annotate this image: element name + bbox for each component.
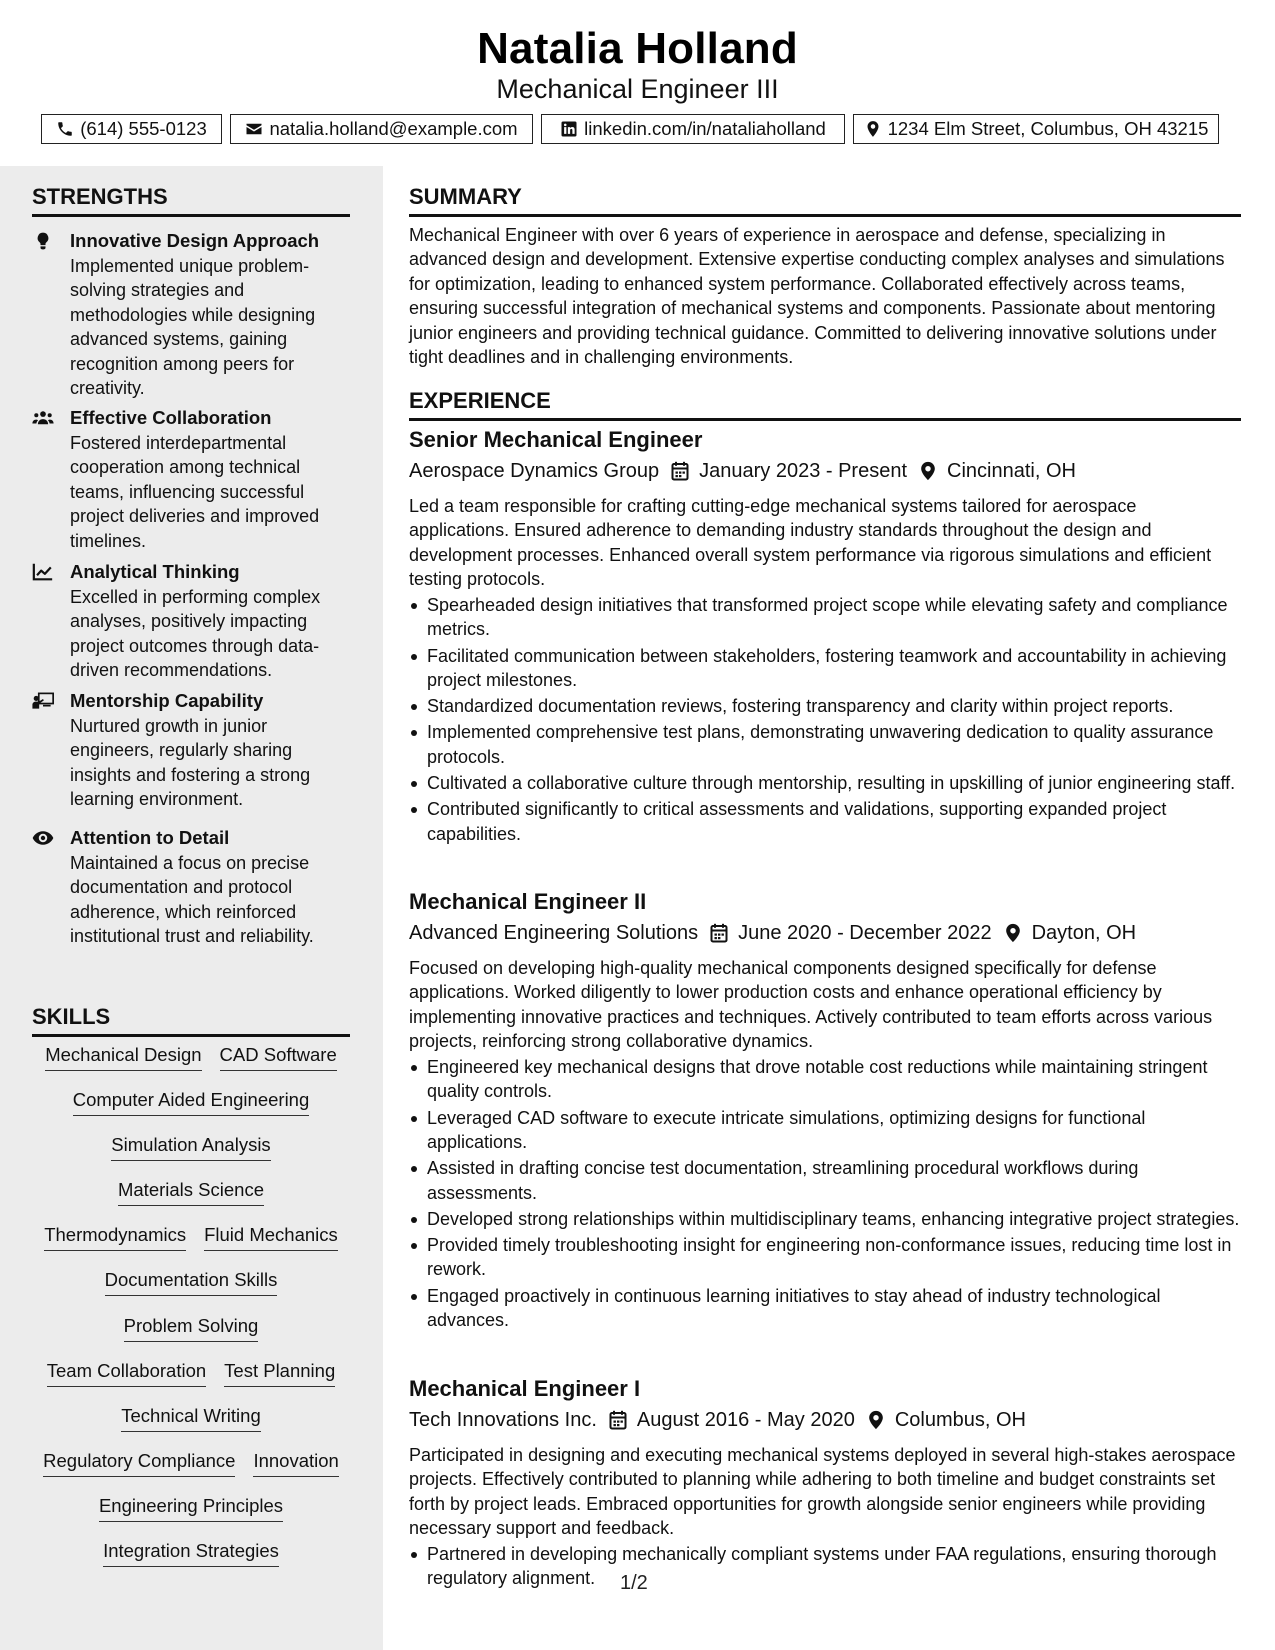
teacher-icon — [32, 691, 56, 711]
job-description: Participated in designing and executing mechanical systems deployed in several high-stakes aerospace projects. Effectively contributed to planning while adhering to both timeline and budget constraints set forth by project leads. Embraced opportunities for growth alongside senior engineers while providing necessary support and feedback. — [409, 1445, 1236, 1539]
job-description: Focused on developing high-quality mechanical components designed specifically for defense applications. Worked diligently to lower production costs and enhance operational efficiency by implementing innovative practices and techniques. Actively contributed to team efforts across various projects, reinforcing strong collaborative dynamics. — [409, 958, 1213, 1052]
bullet-item: Standardized documentation reviews, fostering transparency and clarity within project reports. — [409, 694, 1241, 718]
linkedin-text: linkedin.com/in/nataliaholland — [584, 118, 826, 139]
skill-tag: Computer Aided Engineering — [73, 1087, 310, 1116]
skill-tag: Regulatory Compliance — [43, 1448, 235, 1477]
map-pin-icon — [919, 461, 937, 481]
job-meta — [409, 1407, 1026, 1433]
email-text: natalia.holland@example.com — [269, 118, 518, 139]
linkedin-icon — [560, 120, 578, 138]
address-text: 1234 Elm Street, Columbus, OH 43215 — [887, 118, 1209, 139]
bullet-item: Facilitated communication between stakeholders, fostering teamwork and accountability in achieving project milestones. — [409, 644, 1241, 693]
job-dates: June 2020 - December 2022 — [738, 922, 992, 944]
skill-tag: Documentation Skills — [105, 1267, 278, 1296]
candidate-title: Mechanical Engineer III — [496, 74, 779, 104]
job-bullets — [409, 1055, 1241, 1334]
strengths-heading: STRENGTHS — [32, 184, 168, 209]
job-company: Advanced Engineering Solutions — [409, 922, 699, 944]
strength-text: Excelled in performing complex analyses, positively impacting project outcomes through data-driven recommendations. — [70, 587, 321, 681]
strength-text: Implemented unique problem-solving strategies and methodologies while designing advanced systems, gaining recognition among peers for creativity. — [70, 256, 316, 399]
skill-row — [32, 1132, 350, 1161]
experience-divider — [409, 418, 1241, 421]
strength-item — [32, 229, 352, 399]
job-dates: August 2016 - May 2020 — [636, 1409, 855, 1431]
bullet-item: Cultivated a collaborative culture through mentorship, resulting in upskilling of junior engineering staff. — [409, 771, 1241, 795]
skill-row — [32, 1538, 350, 1567]
skill-row — [32, 1403, 350, 1432]
skill-tag: Innovation — [253, 1448, 338, 1477]
skill-tag: Thermodynamics — [44, 1222, 186, 1251]
skill-row — [32, 1493, 350, 1522]
job-meta — [409, 920, 1136, 946]
map-pin-icon — [867, 1410, 885, 1430]
strength-title: Attention to Detail — [70, 827, 230, 848]
job-bullets — [409, 593, 1241, 848]
skill-tag: Technical Writing — [121, 1403, 261, 1432]
skill-row — [32, 1267, 350, 1296]
contact-phone[interactable] — [41, 114, 222, 144]
bullet-item: Partnered in developing mechanically compliant systems under FAA regulations, ensuring thorough regulatory alignment. — [409, 1542, 1241, 1591]
bullet-item: Assisted in drafting concise test documentation, streamlining procedural workflows during assessments. — [409, 1156, 1241, 1205]
skill-row — [32, 1177, 350, 1206]
summary-divider — [409, 214, 1241, 217]
skills-heading: SKILLS — [32, 1004, 111, 1029]
job-location: Cincinnati, OH — [947, 460, 1076, 482]
summary-text: Mechanical Engineer with over 6 years of experience in aerospace and defense, specializing in advanced design and development. Extensive expertise conducting complex analyses and simulations for optimization, leading to enhanced system performance. Collaborated effectively across teams, ensuring successful integration of mechanical systems and components. Passionate about mentoring junior engineers and providing technical guidance. Committed to delivering innovative solutions under tight deadlines and in challenging environments. — [409, 225, 1225, 368]
strength-title: Innovative Design Approach — [70, 230, 320, 251]
skill-tag: Materials Science — [118, 1177, 264, 1206]
contact-bar — [0, 114, 1275, 144]
job-dates: January 2023 - Present — [699, 460, 908, 482]
skill-tag: CAD Software — [220, 1042, 337, 1071]
job-location: Dayton, OH — [1031, 922, 1137, 944]
skill-row — [32, 1087, 350, 1116]
contact-linkedin[interactable] — [541, 114, 845, 144]
map-pin-icon — [1004, 923, 1022, 943]
job-description: Led a team responsible for crafting cutting-edge mechanical systems tailored for aerospace applications. Ensured adherence to demanding industry standards throughout the design and development processes. Enhanced overall system performance via rigorous simulations and efficient testing protocols. — [409, 496, 1212, 590]
job-company: Aerospace Dynamics Group — [409, 460, 660, 482]
job-title: Senior Mechanical Engineer — [409, 427, 703, 452]
skill-tag: Test Planning — [224, 1358, 335, 1387]
strength-title: Analytical Thinking — [70, 561, 240, 582]
strength-text: Maintained a focus on precise documentation and protocol adherence, which reinforced institutional trust and reliability. — [70, 853, 314, 947]
contact-email[interactable] — [230, 114, 533, 144]
resume-header — [0, 0, 1275, 166]
bullet-item: Spearheaded design initiatives that transformed project scope while elevating safety and compliance metrics. — [409, 593, 1241, 642]
bullet-item: Developed strong relationships within multidisciplinary teams, enhancing integrative project strategies. — [409, 1207, 1241, 1231]
users-icon — [32, 408, 56, 428]
strengths-divider — [32, 214, 350, 217]
envelope-icon — [245, 120, 263, 138]
skill-tag: Problem Solving — [124, 1313, 259, 1342]
strength-title: Mentorship Capability — [70, 690, 264, 711]
strength-title: Effective Collaboration — [70, 407, 272, 428]
phone-text: (614) 555-0123 — [80, 118, 207, 139]
calendar-icon — [671, 461, 689, 481]
job-title: Mechanical Engineer II — [409, 889, 647, 914]
candidate-name: Natalia Holland — [477, 24, 798, 73]
strength-item — [32, 560, 352, 680]
page-number: 1/2 — [620, 1572, 648, 1594]
job-location: Columbus, OH — [894, 1409, 1026, 1431]
skill-tag: Team Collaboration — [47, 1358, 206, 1387]
lightbulb-icon — [32, 231, 56, 251]
skill-tag: Simulation Analysis — [111, 1132, 270, 1161]
skill-row — [32, 1448, 350, 1477]
strength-text: Nurtured growth in junior engineers, regularly sharing insights and fostering a strong learning environment. — [70, 716, 311, 810]
summary-heading: SUMMARY — [409, 184, 522, 209]
skill-tag: Integration Strategies — [103, 1538, 279, 1567]
bullet-item: Leveraged CAD software to execute intricate simulations, optimizing designs for functional applications. — [409, 1106, 1241, 1155]
skill-row — [32, 1042, 350, 1071]
strength-item — [32, 406, 352, 551]
map-pin-icon — [864, 120, 882, 138]
skill-tag: Mechanical Design — [45, 1042, 201, 1071]
strength-text: Fostered interdepartmental cooperation among technical teams, influencing successful project deliveries and improved timelines. — [70, 433, 320, 551]
skills-divider — [32, 1034, 350, 1037]
calendar-icon — [609, 1410, 627, 1430]
skill-tag: Engineering Principles — [99, 1493, 283, 1522]
skill-row — [32, 1222, 350, 1251]
bullet-item: Engaged proactively in continuous learning initiatives to stay ahead of industry technological advances. — [409, 1284, 1241, 1333]
experience-heading: EXPERIENCE — [409, 388, 551, 413]
bullet-item: Contributed significantly to critical assessments and validations, supporting expanded project capabilities. — [409, 797, 1241, 846]
calendar-icon — [710, 923, 728, 943]
contact-address[interactable] — [853, 114, 1219, 144]
chart-line-icon — [32, 562, 56, 582]
job-title: Mechanical Engineer I — [409, 1376, 641, 1401]
skill-row — [32, 1358, 350, 1387]
strength-item — [32, 689, 352, 809]
job-meta — [409, 458, 1076, 484]
bullet-item: Provided timely troubleshooting insight for engineering non-conformance issues, reducing time lost in rework. — [409, 1233, 1241, 1282]
bullet-item: Implemented comprehensive test plans, demonstrating unwavering dedication to quality assurance protocols. — [409, 720, 1241, 769]
eye-icon — [32, 828, 56, 848]
bullet-item: Engineered key mechanical designs that drove notable cost reductions while maintaining stringent quality controls. — [409, 1055, 1241, 1104]
phone-icon — [56, 120, 74, 138]
skill-tag: Fluid Mechanics — [204, 1222, 338, 1251]
job-bullets — [409, 1542, 1241, 1593]
job-company: Tech Innovations Inc. — [409, 1409, 597, 1431]
skill-row — [32, 1313, 350, 1342]
strength-item — [32, 826, 352, 946]
